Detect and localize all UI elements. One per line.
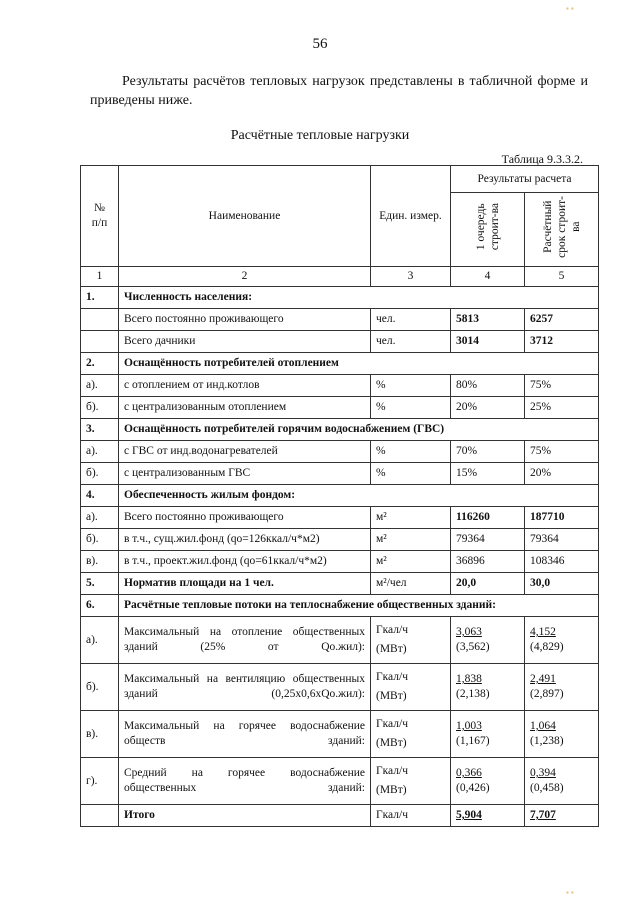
value-gcal: 0,366 — [456, 767, 482, 779]
value-gcal: 1,064 — [530, 720, 556, 732]
row-name: Максимальный на отопление общественных зданий (25% от Qо.жил): — [124, 626, 365, 653]
row-name: Всего дачники — [119, 331, 371, 353]
header-row-1 — [81, 166, 599, 193]
unit-gcal: Гкал/ч — [376, 671, 408, 683]
row-name: Всего постоянно проживающего — [119, 507, 371, 529]
row-value-2: 3712 — [525, 331, 599, 353]
row-value-2: 75% — [525, 441, 599, 463]
corner-mark: ▪ ▪ — [566, 4, 574, 13]
section-row — [81, 573, 599, 595]
row-value-2: 108346 — [525, 551, 599, 573]
row-value-2: 187710 — [525, 507, 599, 529]
row-value-2: 20% — [525, 463, 599, 485]
unit-gcal: Гкал/ч — [376, 765, 408, 777]
row-unit: м² — [371, 551, 451, 573]
row-value-2: 25% — [525, 397, 599, 419]
row-unit: % — [371, 463, 451, 485]
row-num: г). — [81, 758, 119, 805]
value-gcal: 2,491 — [530, 673, 556, 685]
section-row — [81, 485, 599, 507]
row-name: Средний на горячее водоснабжение общественных зданий: — [124, 767, 365, 794]
row-num: б). — [81, 397, 119, 419]
row-name: Максимальный на вентиляцию общественных зданий (0,25х0,6хQо.жил): — [124, 673, 365, 700]
row-value-1: 3014 — [451, 331, 525, 353]
value-mw: (1,238) — [530, 735, 564, 747]
row-name: Всего постоянно проживающего — [119, 309, 371, 331]
row-num: а). — [81, 617, 119, 664]
row-unit: м² — [371, 529, 451, 551]
value-mw: (2,138) — [456, 688, 490, 700]
value-mw: (1,167) — [456, 735, 490, 747]
table-row — [81, 507, 599, 529]
row-unit: чел. — [371, 331, 451, 353]
table-row — [81, 397, 599, 419]
index-cell: 4 — [451, 267, 525, 287]
row-num: б). — [81, 529, 119, 551]
section-num: 4. — [81, 485, 119, 507]
index-cell: 5 — [525, 267, 599, 287]
table-row — [81, 375, 599, 397]
row-num: а). — [81, 507, 119, 529]
row-unit: % — [371, 441, 451, 463]
unit-mw: (МВт) — [376, 737, 407, 749]
row-num: б). — [81, 463, 119, 485]
intro-paragraph: Результаты расчётов тепловых нагрузок представлены в табличной форме и приведены ниже. — [90, 74, 588, 108]
page-number: 56 — [312, 36, 328, 52]
row-value-1: 36896 — [451, 551, 525, 573]
section-title: Норматив площади на 1 чел. — [119, 573, 371, 595]
row-unit: чел. — [371, 309, 451, 331]
section-title: Численность населения: — [119, 287, 599, 309]
row-name: в т.ч., сущ.жил.фонд (qо=126ккал/ч*м2) — [119, 529, 371, 551]
table-row — [81, 551, 599, 573]
unit-mw: (МВт) — [376, 643, 407, 655]
row-num: а). — [81, 441, 119, 463]
row-num: а). — [81, 375, 119, 397]
table-row — [81, 711, 599, 758]
value-gcal: 0,394 — [530, 767, 556, 779]
value-mw: (3,562) — [456, 641, 490, 653]
value-mw: (4,829) — [530, 641, 564, 653]
section-row — [81, 353, 599, 375]
table-row — [81, 441, 599, 463]
table-number: Таблица 9.3.3.2. — [501, 152, 583, 166]
row-unit: м² — [371, 507, 451, 529]
unit-mw: (МВт) — [376, 784, 407, 796]
section-title: Расчётные тепловые потоки на теплоснабжение общественных зданий: — [119, 595, 599, 617]
row-value-1: 116260 — [451, 507, 525, 529]
section-num: 2. — [81, 353, 119, 375]
header-name: Наименование — [119, 166, 371, 267]
row-value-2: 79364 — [525, 529, 599, 551]
table-row — [81, 331, 599, 353]
row-name: с ГВС от инд.водонагревателей — [119, 441, 371, 463]
row-value-1: 79364 — [451, 529, 525, 551]
section-num: 5. — [81, 573, 119, 595]
table-row — [81, 664, 599, 711]
row-unit: % — [371, 375, 451, 397]
row-value-1: 20% — [451, 397, 525, 419]
section-title: Оснащённость потребителей отоплением — [119, 353, 599, 375]
row-unit: м²/чел — [371, 573, 451, 595]
row-value-2: 75% — [525, 375, 599, 397]
table-row — [81, 758, 599, 805]
row-value-1: 70% — [451, 441, 525, 463]
row-unit: % — [371, 397, 451, 419]
table-row — [81, 617, 599, 664]
row-name: в т.ч., проект.жил.фонд (qо=61ккал/ч*м2) — [119, 551, 371, 573]
index-cell: 2 — [119, 267, 371, 287]
row-value-1: 15% — [451, 463, 525, 485]
row-num: в). — [81, 711, 119, 758]
total-label: Итого — [119, 805, 371, 827]
heat-load-table — [80, 165, 599, 827]
total-value-1: 5,904 — [451, 805, 525, 827]
unit-gcal: Гкал/ч — [376, 624, 408, 636]
value-gcal: 1,003 — [456, 720, 482, 732]
row-num — [81, 805, 119, 827]
row-num: в). — [81, 551, 119, 573]
table-row — [81, 529, 599, 551]
row-num: б). — [81, 664, 119, 711]
header-col1: 1 очередь строит-ва — [474, 203, 501, 251]
value-mw: (0,458) — [530, 782, 564, 794]
value-gcal: 3,063 — [456, 626, 482, 638]
total-unit: Гкал/ч — [371, 805, 451, 827]
row-value-1: 80% — [451, 375, 525, 397]
section-row — [81, 595, 599, 617]
table-row — [81, 463, 599, 485]
index-row — [81, 267, 599, 287]
row-name: Максимальный на горячее водоснабжение обществ зданий: — [124, 720, 365, 747]
row-name: с централизованным отоплением — [119, 397, 371, 419]
unit-mw: (МВт) — [376, 690, 407, 702]
row-value-1: 20,0 — [451, 573, 525, 595]
row-value-1: 5813 — [451, 309, 525, 331]
total-row — [81, 805, 599, 827]
value-mw: (2,897) — [530, 688, 564, 700]
header-col2: Расчётный срок строит- ва — [541, 196, 582, 258]
index-cell: 1 — [81, 267, 119, 287]
index-cell: 3 — [371, 267, 451, 287]
header-unit: Един. измер. — [371, 166, 451, 267]
unit-gcal: Гкал/ч — [376, 718, 408, 730]
table-title: Расчётные тепловые нагрузки — [230, 128, 410, 143]
table-row — [81, 309, 599, 331]
section-num: 3. — [81, 419, 119, 441]
section-row — [81, 287, 599, 309]
total-value-2: 7,707 — [525, 805, 599, 827]
row-name: с централизованным ГВС — [119, 463, 371, 485]
section-num: 6. — [81, 595, 119, 617]
section-num: 1. — [81, 287, 119, 309]
row-num — [81, 309, 119, 331]
value-mw: (0,426) — [456, 782, 490, 794]
corner-mark: ▪ ▪ — [566, 888, 574, 897]
row-value-2: 30,0 — [525, 573, 599, 595]
value-gcal: 4,152 — [530, 626, 556, 638]
value-gcal: 1,838 — [456, 673, 482, 685]
row-name: с отоплением от инд.котлов — [119, 375, 371, 397]
header-num: № п/п — [81, 166, 119, 267]
row-value-2: 6257 — [525, 309, 599, 331]
section-title: Оснащённость потребителей горячим водоснабжением (ГВС) — [119, 419, 599, 441]
section-title: Обеспеченность жилым фондом: — [119, 485, 599, 507]
header-results: Результаты расчета — [451, 166, 599, 193]
row-num — [81, 331, 119, 353]
section-row — [81, 419, 599, 441]
